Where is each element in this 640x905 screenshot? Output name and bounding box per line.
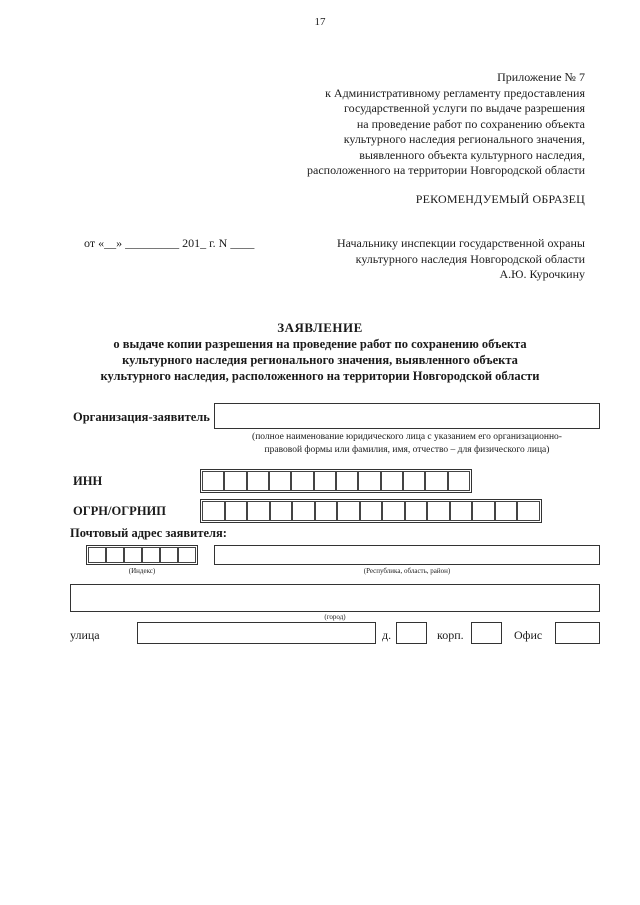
street-field[interactable] xyxy=(137,622,376,644)
office-field[interactable] xyxy=(555,622,600,644)
inn-field[interactable] xyxy=(200,469,472,493)
postal-index-digit-cell[interactable] xyxy=(178,547,196,563)
ogrn-digit-cell[interactable] xyxy=(292,501,315,521)
postal-index-digit-cell[interactable] xyxy=(88,547,106,563)
region-caption: (Республика, область, район) xyxy=(363,567,451,575)
ogrn-digit-cell[interactable] xyxy=(517,501,540,521)
ogrn-digit-cell[interactable] xyxy=(247,501,270,521)
postal-index-digit-cell[interactable] xyxy=(142,547,160,563)
inn-digit-cell[interactable] xyxy=(358,471,380,491)
inn-digit-cell[interactable] xyxy=(403,471,425,491)
inn-label: ИНН xyxy=(73,474,103,488)
org-note-line: правовой формы или фамилия, имя, отчество – для физического лица) xyxy=(264,445,550,455)
appendix-header xyxy=(307,70,585,179)
house-field[interactable] xyxy=(396,622,427,644)
ogrn-digit-cell[interactable] xyxy=(405,501,428,521)
inn-digit-cell[interactable] xyxy=(269,471,291,491)
ogrn-digit-cell[interactable] xyxy=(360,501,383,521)
appendix-line: культурного наследия регионального значения, xyxy=(343,132,585,146)
postal-index-field[interactable] xyxy=(86,545,198,565)
appendix-line: государственной услуги по выдаче разрешения xyxy=(344,101,585,115)
org-label: Организация-заявитель xyxy=(73,410,210,424)
inn-digit-cell[interactable] xyxy=(314,471,336,491)
ogrn-digit-cell[interactable] xyxy=(315,501,338,521)
appendix-line: к Административному регламенту предоставления xyxy=(325,85,585,100)
building-field[interactable] xyxy=(471,622,502,644)
title-line: культурного наследия, расположенного на территории Новгородской области xyxy=(100,369,540,383)
postal-index-digit-cell[interactable] xyxy=(124,547,142,563)
office-label: Офис xyxy=(514,628,543,642)
postal-address-label: Почтовый адрес заявителя: xyxy=(70,526,227,540)
sample-label: РЕКОМЕНДУЕМЫЙ ОБРАЗЕЦ xyxy=(415,192,585,206)
addressee-line: Начальнику инспекции государственной охраны xyxy=(337,236,585,250)
ogrn-digit-cell[interactable] xyxy=(450,501,473,521)
ogrn-field[interactable] xyxy=(200,499,542,523)
document-title xyxy=(0,320,640,384)
house-label: д. xyxy=(382,628,392,642)
title-heading: ЗАЯВЛЕНИЕ xyxy=(277,320,363,335)
region-field[interactable] xyxy=(214,545,600,565)
inn-digit-cell[interactable] xyxy=(247,471,269,491)
street-label: улица xyxy=(70,628,100,642)
postal-index-digit-cell[interactable] xyxy=(106,547,124,563)
ogrn-digit-cell[interactable] xyxy=(472,501,495,521)
inn-digit-cell[interactable] xyxy=(224,471,246,491)
appendix-line: на проведение работ по сохранению объекта xyxy=(356,116,585,131)
building-label: корп. xyxy=(437,628,464,642)
addressee-line: культурного наследия Новгородской области xyxy=(355,251,585,266)
ogrn-digit-cell[interactable] xyxy=(382,501,405,521)
ogrn-digit-cell[interactable] xyxy=(270,501,293,521)
appendix-line: расположенного на территории Новгородской области xyxy=(307,163,585,177)
postal-index-caption: (Индекс) xyxy=(128,567,156,575)
title-line: о выдаче копии разрешения на проведение работ по сохранению объекта xyxy=(113,337,527,351)
addressee-block xyxy=(337,236,585,283)
inn-digit-cell[interactable] xyxy=(291,471,313,491)
page-number: 17 xyxy=(314,16,326,28)
date-number-line: от «__» _________ 201_ г. N ____ xyxy=(84,236,255,250)
city-caption: (город) xyxy=(324,613,346,621)
ogrn-digit-cell[interactable] xyxy=(202,501,225,521)
inn-digit-cell[interactable] xyxy=(425,471,447,491)
ogrn-digit-cell[interactable] xyxy=(427,501,450,521)
inn-digit-cell[interactable] xyxy=(448,471,470,491)
inn-digit-cell[interactable] xyxy=(381,471,403,491)
ogrn-digit-cell[interactable] xyxy=(337,501,360,521)
addressee-line: А.Ю. Курочкину xyxy=(499,267,585,281)
appendix-line: Приложение № 7 xyxy=(497,70,585,84)
inn-digit-cell[interactable] xyxy=(336,471,358,491)
ogrn-label: ОГРН/ОГРНИП xyxy=(73,504,166,518)
ogrn-digit-cell[interactable] xyxy=(225,501,248,521)
city-field[interactable] xyxy=(70,584,600,612)
org-note-line: (полное наименование юридического лица с указанием его организационно- xyxy=(252,432,562,442)
org-field-note xyxy=(214,431,600,457)
title-line: культурного наследия регионального значения, выявленного объекта xyxy=(122,353,518,367)
org-name-field[interactable] xyxy=(214,403,600,429)
postal-index-digit-cell[interactable] xyxy=(160,547,178,563)
ogrn-digit-cell[interactable] xyxy=(495,501,518,521)
inn-digit-cell[interactable] xyxy=(202,471,224,491)
appendix-line: выявленного объекта культурного наследия, xyxy=(359,147,585,162)
